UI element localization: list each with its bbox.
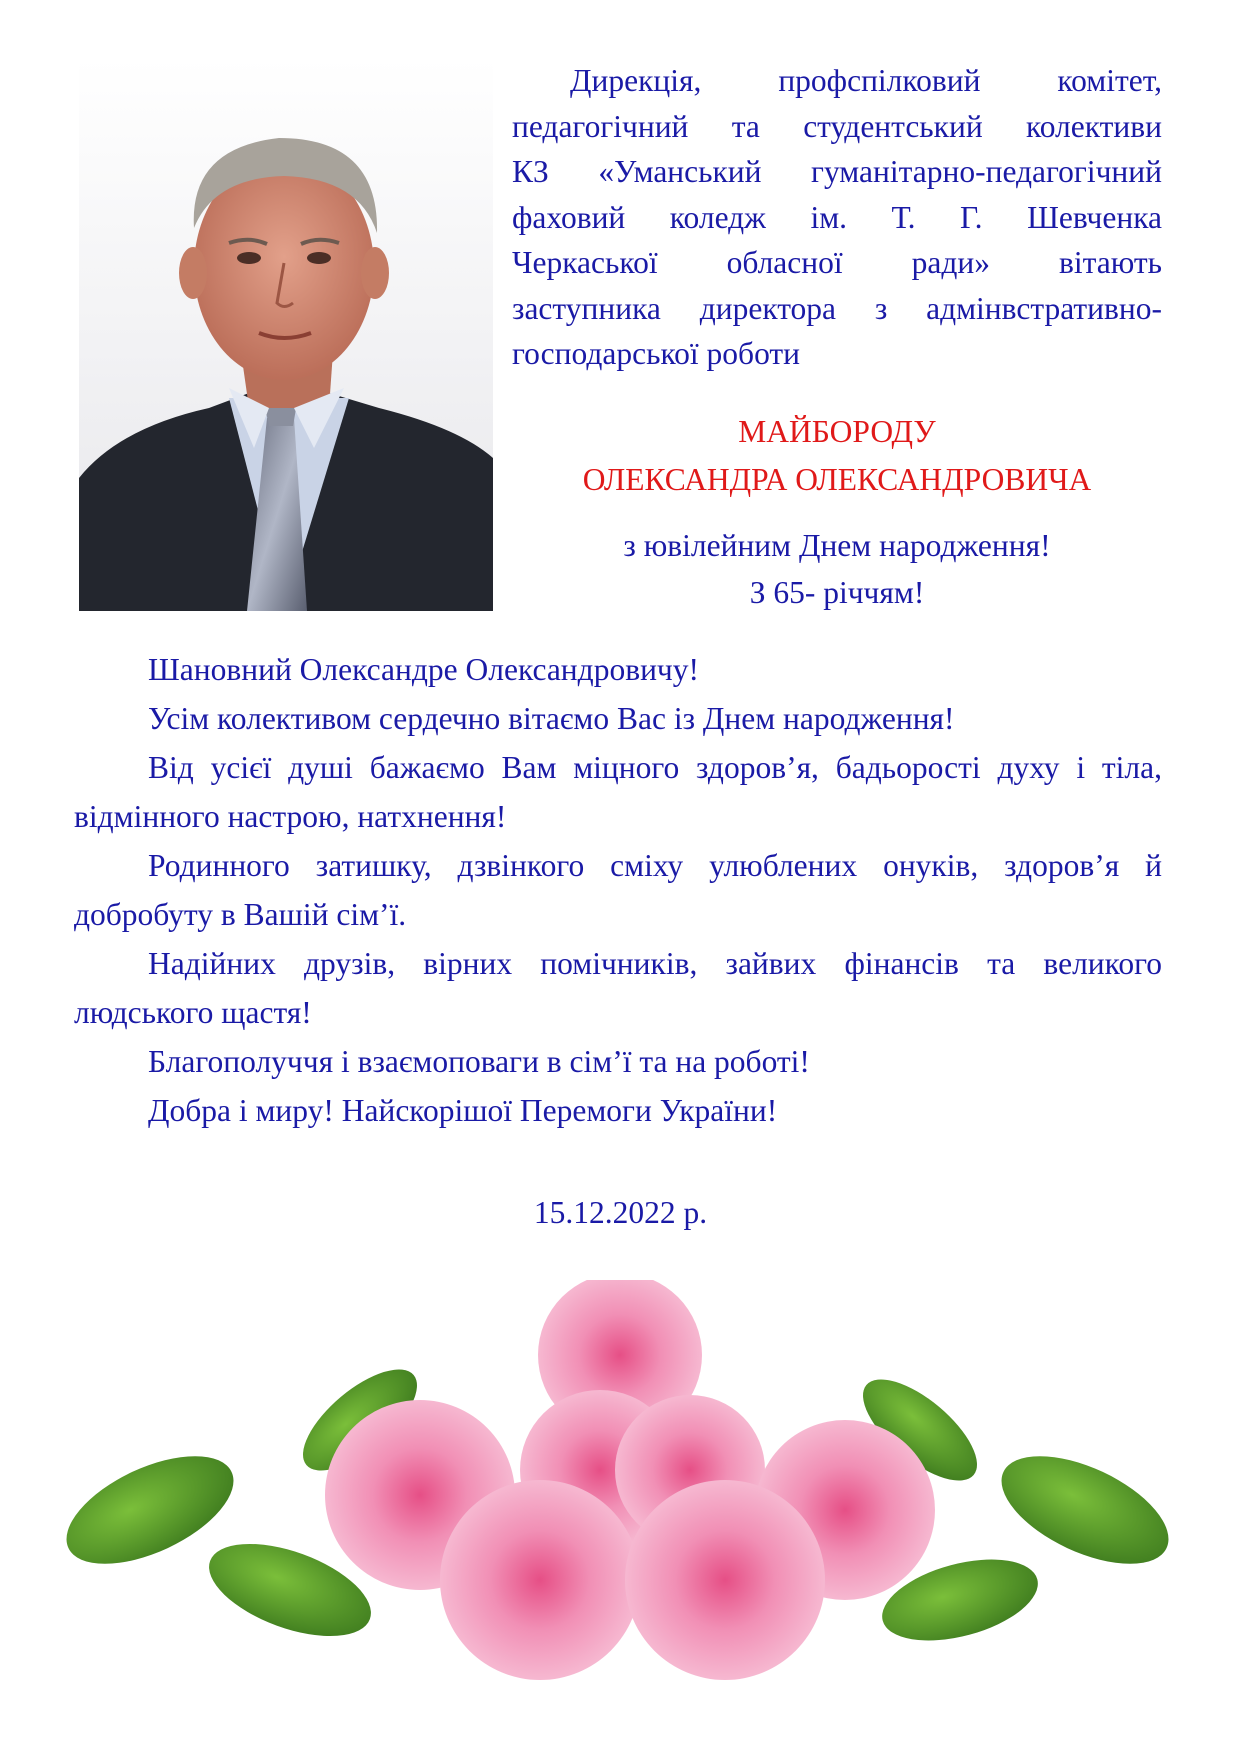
occasion-line: З 65- річчям! xyxy=(749,575,925,610)
intro-line: господарської роботи xyxy=(512,336,801,371)
greeting-intro xyxy=(512,58,1162,377)
letter-paragraph: Надійних друзів, вірних помічників, зайвих фінансів та великого людського щастя! xyxy=(74,946,1162,1030)
greeting-letter xyxy=(74,645,1162,1135)
letter-date: 15.12.2022 р. xyxy=(533,1195,708,1230)
letter-paragraph: Від усієї душі бажаємо Вам міцного здоров’я, бадьорості духу і тіла, відмінного настрою, натхнення! xyxy=(74,750,1162,834)
letter-paragraph: Родинного затишку, дзвінкого сміху улюблених онуків, здоров’я й добробуту в Вашій сім’ї. xyxy=(74,848,1162,932)
intro-line: педагогічний та студентський колективи xyxy=(512,108,1162,144)
portrait-photo xyxy=(79,58,493,611)
letter-paragraph: Добра і миру! Найскорішої Перемоги України! xyxy=(148,1093,778,1128)
intro-line: КЗ «Уманський гуманітарно-педагогічний xyxy=(512,154,1162,189)
occasion-text xyxy=(512,522,1162,616)
honoree-name xyxy=(512,408,1162,504)
salutation: Шановний Олександре Олександровичу! xyxy=(148,652,700,687)
occasion-line: з ювілейним Днем народження! xyxy=(623,528,1051,563)
intro-line: Дирекція, профспілковий комітет, xyxy=(570,63,1162,98)
roses-decoration xyxy=(0,1280,1241,1700)
letter-paragraph: Благополуччя і взаємоповаги в сім’ї та на роботі! xyxy=(148,1044,810,1079)
intro-line: Черкаської обласної ради» вітають xyxy=(512,245,1162,280)
intro-line: фаховий коледж ім. Т. Г. Шевченка xyxy=(512,199,1162,235)
honoree-given-names: ОЛЕКСАНДРА ОЛЕКСАНДРОВИЧА xyxy=(582,462,1092,497)
portrait-illustration xyxy=(79,58,493,611)
letter-paragraph: Усім колективом сердечно вітаємо Вас із Днем народження! xyxy=(148,701,955,736)
honoree-surname: МАЙБОРОДУ xyxy=(738,414,936,449)
intro-line: заступника директора з адмінвстративно- xyxy=(512,290,1162,326)
roses-illustration xyxy=(0,1280,1241,1700)
